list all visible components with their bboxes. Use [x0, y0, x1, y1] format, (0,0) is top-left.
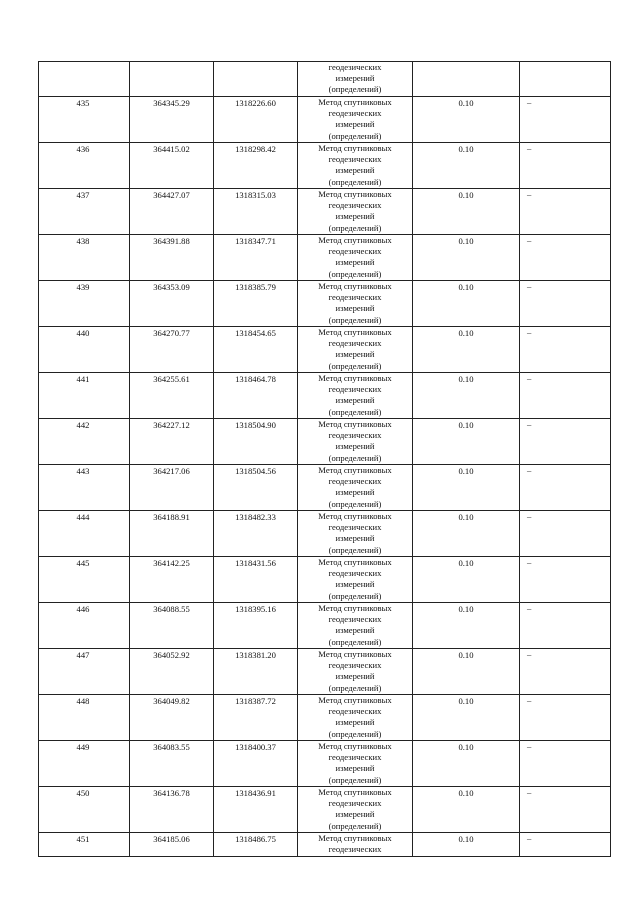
- method-line: геодезических: [328, 292, 382, 303]
- cell-y: 1318504.90: [214, 419, 298, 465]
- cell-y: 1318454.65: [214, 327, 298, 373]
- table-row: [39, 373, 611, 419]
- method-line: Метод спутниковых: [318, 373, 392, 383]
- method-line: геодезических: [328, 844, 382, 855]
- cell-accuracy: 0.10: [413, 97, 520, 143]
- method-line: измерений: [335, 441, 375, 452]
- cell-method: [298, 97, 413, 143]
- method-line: (определений): [328, 590, 382, 601]
- cell-note: –: [520, 649, 611, 695]
- cell-y: 1318381.20: [214, 649, 298, 695]
- method-line: геодезических: [328, 798, 382, 809]
- method-line: измерений: [335, 625, 375, 636]
- cell-accuracy: 0.10: [413, 833, 520, 857]
- cell-note: –: [520, 695, 611, 741]
- method-line: (определений): [328, 728, 382, 739]
- method-line: измерений: [335, 717, 375, 728]
- method-line: Метод спутниковых: [318, 741, 392, 751]
- method-line: измерений: [335, 487, 375, 498]
- cell-y: 1318464.78: [214, 373, 298, 419]
- cell-accuracy: [413, 62, 520, 97]
- cell-y: 1318504.56: [214, 465, 298, 511]
- cell-x: 364136.78: [130, 787, 214, 833]
- cell-y: 1318486.75: [214, 833, 298, 857]
- cell-point-number: 439: [39, 281, 130, 327]
- cell-x: 364083.55: [130, 741, 214, 787]
- cell-accuracy: 0.10: [413, 281, 520, 327]
- cell-x: 364345.29: [130, 97, 214, 143]
- cell-accuracy: 0.10: [413, 189, 520, 235]
- cell-y: 1318400.37: [214, 741, 298, 787]
- method-line: геодезических: [328, 660, 382, 671]
- cell-note: –: [520, 741, 611, 787]
- method-line: геодезических: [328, 706, 382, 717]
- cell-point-number: 441: [39, 373, 130, 419]
- method-line: геодезических: [328, 200, 382, 211]
- cell-point-number: 437: [39, 189, 130, 235]
- method-line: Метод спутниковых: [318, 649, 392, 659]
- table-row: [39, 787, 611, 833]
- table-row: [39, 741, 611, 787]
- cell-accuracy: 0.10: [413, 741, 520, 787]
- cell-note: –: [520, 373, 611, 419]
- method-line: Метод спутниковых: [318, 189, 392, 199]
- method-line: измерений: [335, 671, 375, 682]
- method-line: геодезических: [328, 246, 382, 257]
- method-line: измерений: [335, 579, 375, 590]
- cell-x: 364142.25: [130, 557, 214, 603]
- method-line: геодезических: [328, 384, 382, 395]
- cell-y: 1318226.60: [214, 97, 298, 143]
- cell-x: 364427.07: [130, 189, 214, 235]
- method-line: (определений): [328, 498, 382, 509]
- method-line: измерений: [335, 73, 375, 84]
- method-line: (определений): [328, 176, 382, 187]
- method-line: измерений: [335, 349, 375, 360]
- method-line: (определений): [328, 130, 382, 141]
- method-line: (определений): [328, 406, 382, 417]
- method-line: измерений: [335, 533, 375, 544]
- method-line: измерений: [335, 303, 375, 314]
- cell-note: –: [520, 511, 611, 557]
- cell-note: –: [520, 281, 611, 327]
- table-row: [39, 557, 611, 603]
- method-line: геодезических: [328, 568, 382, 579]
- cell-accuracy: 0.10: [413, 327, 520, 373]
- cell-method: [298, 649, 413, 695]
- cell-point-number: 449: [39, 741, 130, 787]
- method-line: геодезических: [328, 338, 382, 349]
- cell-accuracy: 0.10: [413, 465, 520, 511]
- table-row-continued: [39, 62, 611, 97]
- cell-x: 364255.61: [130, 373, 214, 419]
- cell-method: [298, 189, 413, 235]
- cell-accuracy: 0.10: [413, 235, 520, 281]
- cell-method: [298, 557, 413, 603]
- cell-point-number: 438: [39, 235, 130, 281]
- cell-method: [298, 373, 413, 419]
- cell-y: 1318385.79: [214, 281, 298, 327]
- cell-method: [298, 62, 413, 97]
- cell-point-number: 447: [39, 649, 130, 695]
- method-line: геодезических: [328, 522, 382, 533]
- table-row: [39, 833, 611, 857]
- cell-point-number: 451: [39, 833, 130, 857]
- method-line: геодезических: [328, 430, 382, 441]
- cell-point-number: 444: [39, 511, 130, 557]
- cell-accuracy: 0.10: [413, 419, 520, 465]
- cell-method: [298, 281, 413, 327]
- cell-method: [298, 143, 413, 189]
- cell-point-number: 436: [39, 143, 130, 189]
- cell-note: –: [520, 97, 611, 143]
- table-row: [39, 465, 611, 511]
- cell-note: –: [520, 833, 611, 857]
- method-line: (определений): [328, 774, 382, 785]
- cell-y: 1318298.42: [214, 143, 298, 189]
- method-line: измерений: [335, 165, 375, 176]
- method-line: геодезических: [328, 108, 382, 119]
- method-line: (определений): [328, 84, 382, 95]
- cell-accuracy: 0.10: [413, 557, 520, 603]
- cell-x: 364049.82: [130, 695, 214, 741]
- cell-note: –: [520, 327, 611, 373]
- cell-method: [298, 603, 413, 649]
- cell-point-number: 445: [39, 557, 130, 603]
- cell-note: –: [520, 143, 611, 189]
- method-line: Метод спутниковых: [318, 511, 392, 521]
- cell-y: 1318315.03: [214, 189, 298, 235]
- cell-x: 364353.09: [130, 281, 214, 327]
- cell-x: 364415.02: [130, 143, 214, 189]
- cell-x: 364270.77: [130, 327, 214, 373]
- cell-note: –: [520, 787, 611, 833]
- method-line: Метод спутниковых: [318, 419, 392, 429]
- method-line: измерений: [335, 395, 375, 406]
- table-row: [39, 281, 611, 327]
- cell-accuracy: 0.10: [413, 787, 520, 833]
- cell-x: 364052.92: [130, 649, 214, 695]
- method-line: Метод спутниковых: [318, 557, 392, 567]
- method-line: (определений): [328, 268, 382, 279]
- coordinates-table-body: [39, 62, 611, 857]
- cell-point-number: 435: [39, 97, 130, 143]
- cell-point-number: [39, 62, 130, 97]
- cell-accuracy: 0.10: [413, 649, 520, 695]
- cell-method: [298, 787, 413, 833]
- cell-x: 364227.12: [130, 419, 214, 465]
- table-row: [39, 649, 611, 695]
- method-line: Метод спутниковых: [318, 787, 392, 797]
- cell-accuracy: 0.10: [413, 373, 520, 419]
- cell-point-number: 440: [39, 327, 130, 373]
- method-line: Метод спутниковых: [318, 143, 392, 153]
- cell-method: [298, 465, 413, 511]
- method-line: геодезических: [328, 614, 382, 625]
- cell-method: [298, 327, 413, 373]
- cell-method: [298, 833, 413, 857]
- cell-note: –: [520, 557, 611, 603]
- table-row: [39, 327, 611, 373]
- cell-y: 1318347.71: [214, 235, 298, 281]
- cell-y: 1318436.91: [214, 787, 298, 833]
- cell-accuracy: 0.10: [413, 143, 520, 189]
- cell-y: 1318395.16: [214, 603, 298, 649]
- cell-y: 1318482.33: [214, 511, 298, 557]
- method-line: (определений): [328, 682, 382, 693]
- method-line: геодезических: [328, 62, 382, 72]
- method-line: Метод спутниковых: [318, 695, 392, 705]
- cell-note: –: [520, 603, 611, 649]
- method-line: Метод спутниковых: [318, 235, 392, 245]
- table-row: [39, 97, 611, 143]
- cell-x: 364185.06: [130, 833, 214, 857]
- table-row: [39, 189, 611, 235]
- cell-x: 364217.06: [130, 465, 214, 511]
- method-line: (определений): [328, 452, 382, 463]
- table-row: [39, 235, 611, 281]
- method-line: геодезических: [328, 476, 382, 487]
- cell-accuracy: 0.10: [413, 511, 520, 557]
- cell-point-number: 446: [39, 603, 130, 649]
- coordinates-table: [38, 61, 611, 857]
- cell-x: 364391.88: [130, 235, 214, 281]
- cell-x: 364088.55: [130, 603, 214, 649]
- method-line: (определений): [328, 314, 382, 325]
- cell-x: 364188.91: [130, 511, 214, 557]
- cell-method: [298, 511, 413, 557]
- table-row: [39, 143, 611, 189]
- cell-accuracy: 0.10: [413, 603, 520, 649]
- cell-y: 1318387.72: [214, 695, 298, 741]
- cell-note: [520, 62, 611, 97]
- table-row: [39, 419, 611, 465]
- cell-point-number: 443: [39, 465, 130, 511]
- table-row: [39, 695, 611, 741]
- method-line: измерений: [335, 763, 375, 774]
- method-line: (определений): [328, 360, 382, 371]
- cell-x: [130, 62, 214, 97]
- cell-note: –: [520, 235, 611, 281]
- cell-method: [298, 695, 413, 741]
- cell-method: [298, 235, 413, 281]
- cell-method: [298, 419, 413, 465]
- method-line: измерений: [335, 211, 375, 222]
- method-line: (определений): [328, 222, 382, 233]
- method-line: Метод спутниковых: [318, 603, 392, 613]
- cell-accuracy: 0.10: [413, 695, 520, 741]
- table-row: [39, 603, 611, 649]
- cell-note: –: [520, 465, 611, 511]
- method-line: Метод спутниковых: [318, 97, 392, 107]
- method-line: Метод спутниковых: [318, 281, 392, 291]
- method-line: геодезических: [328, 154, 382, 165]
- method-line: Метод спутниковых: [318, 465, 392, 475]
- method-line: измерений: [335, 809, 375, 820]
- method-line: Метод спутниковых: [318, 833, 392, 843]
- cell-note: –: [520, 419, 611, 465]
- cell-point-number: 448: [39, 695, 130, 741]
- table-row: [39, 511, 611, 557]
- cell-point-number: 450: [39, 787, 130, 833]
- method-line: (определений): [328, 636, 382, 647]
- method-line: измерений: [335, 119, 375, 130]
- method-line: Метод спутниковых: [318, 327, 392, 337]
- cell-point-number: 442: [39, 419, 130, 465]
- cell-note: –: [520, 189, 611, 235]
- method-line: (определений): [328, 544, 382, 555]
- cell-y: 1318431.56: [214, 557, 298, 603]
- method-line: геодезических: [328, 752, 382, 763]
- cell-y: [214, 62, 298, 97]
- cell-method: [298, 741, 413, 787]
- method-line: измерений: [335, 257, 375, 268]
- method-line: (определений): [328, 820, 382, 831]
